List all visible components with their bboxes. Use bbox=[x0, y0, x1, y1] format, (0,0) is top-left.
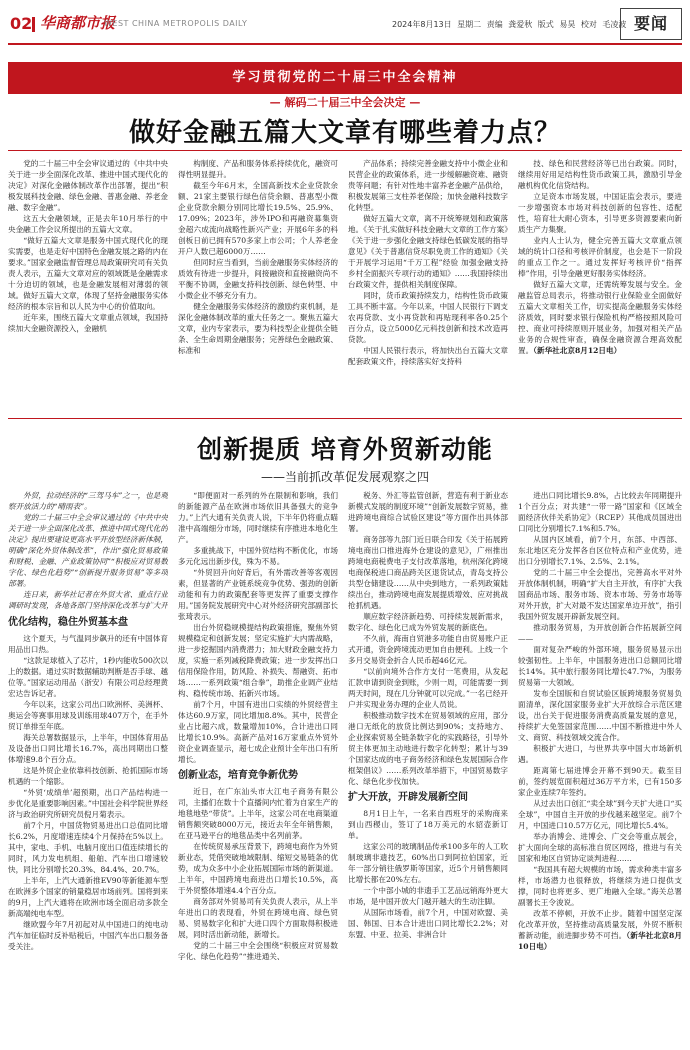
paragraph: 党的二十届三中全会围绕“积极应对贸易数字化、绿色化趋势”“推进通关、 bbox=[178, 941, 338, 961]
paragraph: 商务部等九部门近日联合印发《关于拓展跨境电商出口推进海外仓建设的意见》，广州推出跨境电商税费电子支付改革落地，杭州深化跨境电商保税进口商品跨关区退货试点，青岛支持公共型仓储建设……从中央到地方，一系列政策陆续出台，推动跨境电商发展提质增效、应对挑战抢抓机遇。 bbox=[348, 535, 508, 610]
paragraph: 连日来，新华社记者在外贸大省、重点行业调研时发现，各地各部门坚持深化改革与扩大开 bbox=[8, 590, 168, 610]
paragraph: 进出口同比增长9.8%，占比较去年同期提升1个百分点；对共建“一带一路”国家和《区域全面经济伙伴关系协定》（RCEP）其他成员国进出口同比分别增长7.1%和5.7%。 bbox=[518, 491, 682, 533]
paragraph: “以前向境外合作方支付一笔费用，从发起汇款申请到资金到账，少则一周，可能需要一到两天时间，现在几分钟就可以完成。”一名已经开户并实现业务办理的企业人员说。 bbox=[348, 667, 508, 709]
article1-column-1 bbox=[8, 158, 168, 416]
article2-column-2 bbox=[178, 490, 338, 1044]
paragraph: 健全金融服务实体经济的激励约束机制，是深化金融体制改革的重大任务之一。聚焦五篇大文章，业内专家表示，要为科技型企业提供全链条、全生命周期金融服务；完善绿色金融政策、标准和 bbox=[178, 302, 338, 355]
paragraph: 前7个月，中国有进出口实绩的外贸经营主体达60.9万家，同比增加8.8%。其中，民营企业占比超六成，数量增加10%，合计进出口同比增长10.9%。高新产品对16万家重点外贸外资企业调查显示，超七成企业预计全年出口有所增长。 bbox=[178, 700, 338, 764]
section-label-text: 要闻 bbox=[633, 14, 668, 33]
section-heading: 创新业态，培育竞争新优势 bbox=[178, 770, 298, 781]
page-number-bar bbox=[32, 17, 35, 32]
paragraph: 积极扩大进口，与世界共享中国大市场新机遇。 bbox=[518, 744, 682, 764]
paragraph: 多重挑战下，中国外贸结构不断优化，市场多元化远出新步伐，殊为不易。 bbox=[178, 546, 338, 566]
paragraph: 推动服务贸易，为开放创新合作拓展新空间—— bbox=[518, 623, 682, 643]
article2-column-3 bbox=[348, 490, 508, 1044]
paragraph: 发布全国版和自贸试验区版跨境服务贸易负面清单，深化国家服务业扩大开放综合示范区建设，出台关于促进服务消费高质量发展的意见，持续扩大免签国家范围……中国不断推进中外人文、商贸、科技领域交流合作。 bbox=[518, 689, 682, 742]
paragraph: 8月1日上午，一名来自西班牙的采购商来到山西稷山，签订了18万美元的水貂壶新订单。 bbox=[348, 809, 508, 840]
paragraph: “做好五篇大文章是服务中国式现代化的现实需要，也是走好中国特色金融发展之路的内在要求。”国家金融监督管理总局政策研究司有关负责人表示，五篇大文章对应的领域既是金融需求十分迫切的领域，也是金融发展相对薄弱的领域。做好五篇大文章，体现了坚持金融服务实体经济的根本宗旨和以人民为中心的价值取向。 bbox=[8, 236, 168, 311]
paragraph: 党的二十届三中全会审议通过的《中共中央关于进一步全面深化改革、推进中国式现代化的决定》提出要建设更高水平开放型经济新体制，明确“深化外贸体制改革”，作出“强化贸易政策和财税、金融、产业政策协同”“积极应对贸易数字化、绿色化趋势”“创新提升服务贸易”等多项部署。 bbox=[8, 513, 168, 588]
article1-column-3 bbox=[348, 158, 508, 416]
paragraph: 海关总署数据显示，上半年，中国体育用品及设备出口同比增长16.7%，高出同期出口整体增速9.8个百分点。 bbox=[8, 733, 168, 764]
paragraph: 在传统贸易承压背景下，跨境电商作为外贸新业态，凭借突破地域限制、缩短交易链条的优势，成为众多中小企业拓展国际市场的新渠道。上半年，中国跨境电商进出口增长10.5%，高于外贸整体增速4.4个百分点。 bbox=[178, 842, 338, 895]
paragraph: 但同时应当看到，当前金融服务实体经济的质效有待进一步提升，间接融资和直接融资尚不平衡不协调，金融支持科技创新、绿色转型、中小微企业不够充分有力。 bbox=[178, 258, 338, 300]
banner-title: 学习贯彻党的二十届三中全会精神 bbox=[232, 70, 458, 85]
paragraph: “我国具有超大规模的市场，需求种类丰富多样，市场潜力也很释放，将继续为进口提供支撑，同时也将更多、更广地融入全球。”海关总署副署长王令浚说。 bbox=[518, 865, 682, 907]
article-signature: （新华社北京8月12日电） bbox=[533, 346, 622, 355]
paragraph: 这是外贸企业依靠科技创新、抢抓国际市场机遇的一个缩影。 bbox=[8, 766, 168, 786]
article1-column-2 bbox=[178, 158, 338, 416]
paragraph: “即便面对一系列的外在限制和影响，我们的新能源产品在欧洲市场依旧具备强大的竞争力。”上汽大通有关负责人说，下半年仍将重点瞄准中高端细分市场，同时继续有序推进本地化生产。 bbox=[178, 491, 338, 544]
paragraph: 业内人士认为，健全完善五篇大文章重点领域的统计口径和考核评价制度，也会是下一阶段的重点工作之一。通过发挥好考核评价“指挥棒”作用，引导金融更好服务实体经济。 bbox=[518, 236, 682, 278]
paragraph: 党的二十届三中全会提出，完善高水平对外开放体制机制，明确“扩大自主开放，有序扩大我国商品市场、服务市场、资本市场、劳务市场等对外开放，扩大对最不发达国家单边开放”，指引我国外贸发展开辟新发展空间。 bbox=[518, 568, 682, 621]
paragraph: 从国际市场看，前7个月，中国对欧盟、美国、韩国、日本合计进出口同比增长2.2%；对东盟、中亚、拉美、非洲合计 bbox=[348, 908, 508, 939]
paragraph: 党的二十届三中全会审议通过的《中共中央关于进一步全面深化改革、推进中国式现代化的决定》对深化金融体制改革作出部署，提出“积极发展科技金融、绿色金融、普惠金融、养老金融、数字金融”。 bbox=[8, 159, 168, 212]
paragraph: 做好五篇大文章，离不开统筹规划和政策落地。《关于扎实做好科技金融大文章的工作方案》《关于进一步强化金融支持绿色低碳发展的指导意见》《关于普惠信贷尽职免责工作的通知》《关于开展学习运用“千万工程”经验 加强金融支持乡村全面振兴专项行动的通知》……我国持续出台政策文件，提供相关制度保障。 bbox=[348, 214, 508, 289]
paragraph: “外贸‘成绩单’超预期，出口产品结构进一步优化是重要影响因素。”中国社会科学院世界经济与政治研究所研究员倪月菊表示。 bbox=[8, 788, 168, 819]
paragraph: 这个夏天，与气温同步飙升的还有中国体育用品出口热。 bbox=[8, 634, 168, 654]
article2-column-1 bbox=[8, 612, 168, 1044]
topic-banner bbox=[8, 62, 682, 94]
paragraph: 截至今年6月末，全国高新技术企业贷款余额、21家主要银行绿色信贷余额、普惠型小微企业贷款余额分别同比增长19.5%、25.9%、17.09%；2023年，涉外IPO和再融资募集资金超六成流向战略性新兴产业；开展6年多的科创板日前已拥有570多家上市公司；个人养老金开户人数已超6000万…… bbox=[178, 181, 338, 256]
paragraph: “外贸回升向好背后，有外需改善等客观因素，但显著的产业链系统竞争优势、强劲的创新动能和有力的政策配套等更发挥了重要支撑作用。”国务院发展研究中心对外经济研究部副部长张琦表示。 bbox=[178, 568, 338, 621]
article1-headline: 做好金融五篇大文章有哪些着力点？ bbox=[128, 118, 561, 148]
paragraph: 税务、外汇等监管创新，营造有利于新业态新模式发展的制度环境”“创新发展数字贸易，推进跨境电商综合试验区建设”等方面作出具体部署。 bbox=[348, 491, 508, 533]
paragraph: 近年来，围绕五篇大文章重点领域，我国持续加大金融资源投入，金融机 bbox=[8, 313, 168, 333]
paragraph: 一个中部小城的非遗手工艺品远销海外更大市场，是中国开放大门越开越大的生动注脚。 bbox=[348, 886, 508, 906]
paragraph: 构制度、产品和服务体系持续优化，融资可得性明显提升。 bbox=[178, 159, 338, 179]
paragraph: 近日，在广东汕头市大江电子商务有限公司，主播们在数十个直播间内忙着为自家生产的地毯地垫“带货”。上半年，这家公司在电商渠道销售额突破8000万元，接近去年全年销售额，在亚马逊平台的地毯品类中名列前茅。 bbox=[178, 787, 338, 840]
paragraph: 上半年，上汽大通新推EV90等新能源车型在欧洲多个国家的销量稳居市场前列。国将到来的9月，上汽大通将在欧洲市场全面启动多款全新高端纯电车型。 bbox=[8, 876, 168, 918]
paragraph: 顺应数字经济新趋势、可持续发展新需求，数字化、绿色化已成为外贸发展的新底色。 bbox=[348, 612, 508, 632]
paragraph: 立足资本市场发展，中国证监会表示，要进一步增强资本市场对科技创新的包容性、适配性，培育壮大耐心资本，引导更多资源要素向新质生产力集聚。 bbox=[518, 192, 682, 234]
article1-column-4 bbox=[518, 158, 682, 416]
paragraph: 产品体系；持续完善金融支持中小微企业和民营企业的政策体系，进一步缓解融资难、融资贵等问题；有针对性地丰富养老金融产品供给，积极发展第三支柱养老保险；加快金融科技数字化转型。 bbox=[348, 159, 508, 212]
article2-lead bbox=[8, 490, 168, 610]
paragraph: 前7个月，中国货物贸易进出口总值同比增长6.2%，月度增速连续4个月保持在5%以上。其中，家电、手机、电脑月度出口值连续增长的同时，风力发电机组、船舶、汽车出口增速较快，同比分别增长20.3%、84.4%、20.7%。 bbox=[8, 821, 168, 874]
paragraph: 面对复杂严峻的外部环境，服务贸易显示出较强韧性。上半年，中国服务进出口总额同比增长14%。其中旅行服务同比增长47.7%，为服务贸易第一大领域。 bbox=[518, 645, 682, 687]
section-label bbox=[620, 8, 682, 40]
paragraph: 从过去出口创汇“卖全球”到今天扩大进口“买全球”，中国自主开放的步伐越来越坚定。前7个月，中国进口10.57万亿元，同比增长5.4%。 bbox=[518, 799, 682, 830]
paragraph: 这家公司的玻璃制品传承100多年的人工吹制玻璃非遗技艺，60%出口到阿拉伯国家，近年一部分销往俄罗斯等国家，近5个月销售额同比增长都在20%左右。 bbox=[348, 842, 508, 884]
paragraph: 技、绿色和民营经济等已出台政策。同时，继续用好用足结构性货币政策工具，激励引导金融机构优化信贷结构。 bbox=[518, 159, 682, 190]
paragraph: 不久前，海南自贸港多功能自由贸易账户正式开通，资金跨境流动更加自由便利。上线一个多月交易资金折合人民币超46亿元。 bbox=[348, 634, 508, 665]
paragraph: 今年以来，这家公司出口欧洲杯、美洲杯、奥运会等赛事用球及训练用球407万个，在手外贸订单排至年底。 bbox=[8, 700, 168, 731]
paragraph: 继欧盟今年7月初起对从中国进口的纯电动汽车加征临时反补贴税后，中国汽车出口服务备受关注。 bbox=[8, 920, 168, 951]
section-heading: 扩大开放，开辟发展新空间 bbox=[348, 792, 468, 803]
paragraph: 从国内区域看，前7个月，东部、中西部、东北地区充分发挥各自区位特点和产业优势，进出口分别增长7.1%、2.5%、2.1%。 bbox=[518, 535, 682, 566]
article-signature: （新华社北京8月10日电） bbox=[518, 931, 682, 951]
page-header bbox=[0, 0, 690, 44]
paragraph: 外贸，拉动经济的“三驾马车”之一，也是观察开放活力的“晴雨表”。 bbox=[8, 491, 168, 511]
paragraph: 同时，货币政策持续发力，结构性货币政策工具不断丰富。今年以来，中国人民银行下调支农再贷款、支小再贷款和再贴现利率各0.25个百分点，设立5000亿元科技创新和技术改造再贷款。 bbox=[348, 291, 508, 344]
paragraph: 举办消博会、进博会、广交会等重点展会，扩大面向全球的高标准自贸区网络，推进与有关国家和地区自贸协定谈判进程…… bbox=[518, 832, 682, 863]
article2-column-4 bbox=[518, 490, 682, 1044]
issue-meta: 2024年8月13日 星期二 责编 龚爱秋 版式 易昊 校对 毛凌波 bbox=[392, 20, 627, 29]
masthead-logo: 华商都市报 bbox=[40, 14, 116, 32]
paragraph: 改革不停顿，开放不止步。随着中国坚定深化改革开放，坚持推动高质量发展，外贸不断积蓄新动能，前进脚步势不可挡。（新华社北京8月10日电） bbox=[518, 909, 682, 951]
paragraph: 商务部对外贸易司有关负责人表示，从上半年进出口的表现看，外贸在跨境电商、绿色贸易、贸易数字化和扩大进口四个方面取得积极进展，同时活出新动能，新增长。 bbox=[178, 897, 338, 939]
masthead-english: WEST CHINA METROPOLIS DAILY bbox=[104, 19, 248, 28]
paragraph: 积极推动数字技术在贸易领域的应用，部分港口无纸化的放货比例达到90%；支持地方、企业探索贸易全链条数字化的实践路径，引导外贸主体更加主动地进行数字化转型；累计与39个国家达成的电子商务经济和绿色发展国际合作框架倡议》……系列改革举措下，中国贸易数字化、绿色化步伐加快。 bbox=[348, 711, 508, 786]
paragraph: 距离第七届进博会开幕不到90天。截至目前，签约展览面积超过36万平方米，已有150多家企业连续7年签约。 bbox=[518, 766, 682, 797]
section-heading: 优化结构，稳住外贸基本盘 bbox=[8, 617, 128, 628]
headline-rule bbox=[8, 150, 682, 151]
paragraph: 出台外贸稳规模提结构政策措施，聚焦外贸规模稳定和创新发展；坚定实施扩大内需战略，进一步挖掘国内消费潜力；加大财政金融支持力度，实施一系列减税降费政策；进一步发挥出口信用保险作用，防风险、补损失、帮融资、拓市场……一系列政策“组合拳”，助推企业调产业结构、稳传统市场、拓新兴市场。 bbox=[178, 623, 338, 698]
paragraph: 中国人民银行表示，将加快出台五篇大文章配套政策文件，持续落实好支持科 bbox=[348, 346, 508, 366]
paragraph: 做好五篇大文章，还需统筹发展与安全。金融监管总局表示，将推动银行业保险业全面做好五篇大文章相关工作，切实提高金融服务实体经济质效，同时要求银行保险机构严格按照风险可控、商业可持续原则开展业务，加强对相关产品业务的合规性审查，确保金融资源合理高效配置。（新华社北京8月12日电） bbox=[518, 280, 682, 355]
header-rule bbox=[8, 43, 682, 45]
page-number: 02 bbox=[10, 14, 33, 33]
paragraph: 这五大金融领域，正是去年10月举行的中央金融工作会议所提出的五篇大文章。 bbox=[8, 214, 168, 234]
article2-subtitle: ——当前抓改革促发展观察之四 bbox=[260, 470, 429, 484]
article-divider bbox=[8, 418, 682, 419]
article2-headline: 创新提质 培育外贸新动能 bbox=[197, 435, 493, 464]
banner-subtitle: — 解码二十届三中全会决定 — bbox=[269, 96, 421, 109]
paragraph: “这款足球植入了芯片，1秒内能收500次以上的数据。通过实时数据辅助判断是否手球、越位等。”国家运动用品（浙安）有限公司总经理黄宏达告诉记者。 bbox=[8, 656, 168, 698]
